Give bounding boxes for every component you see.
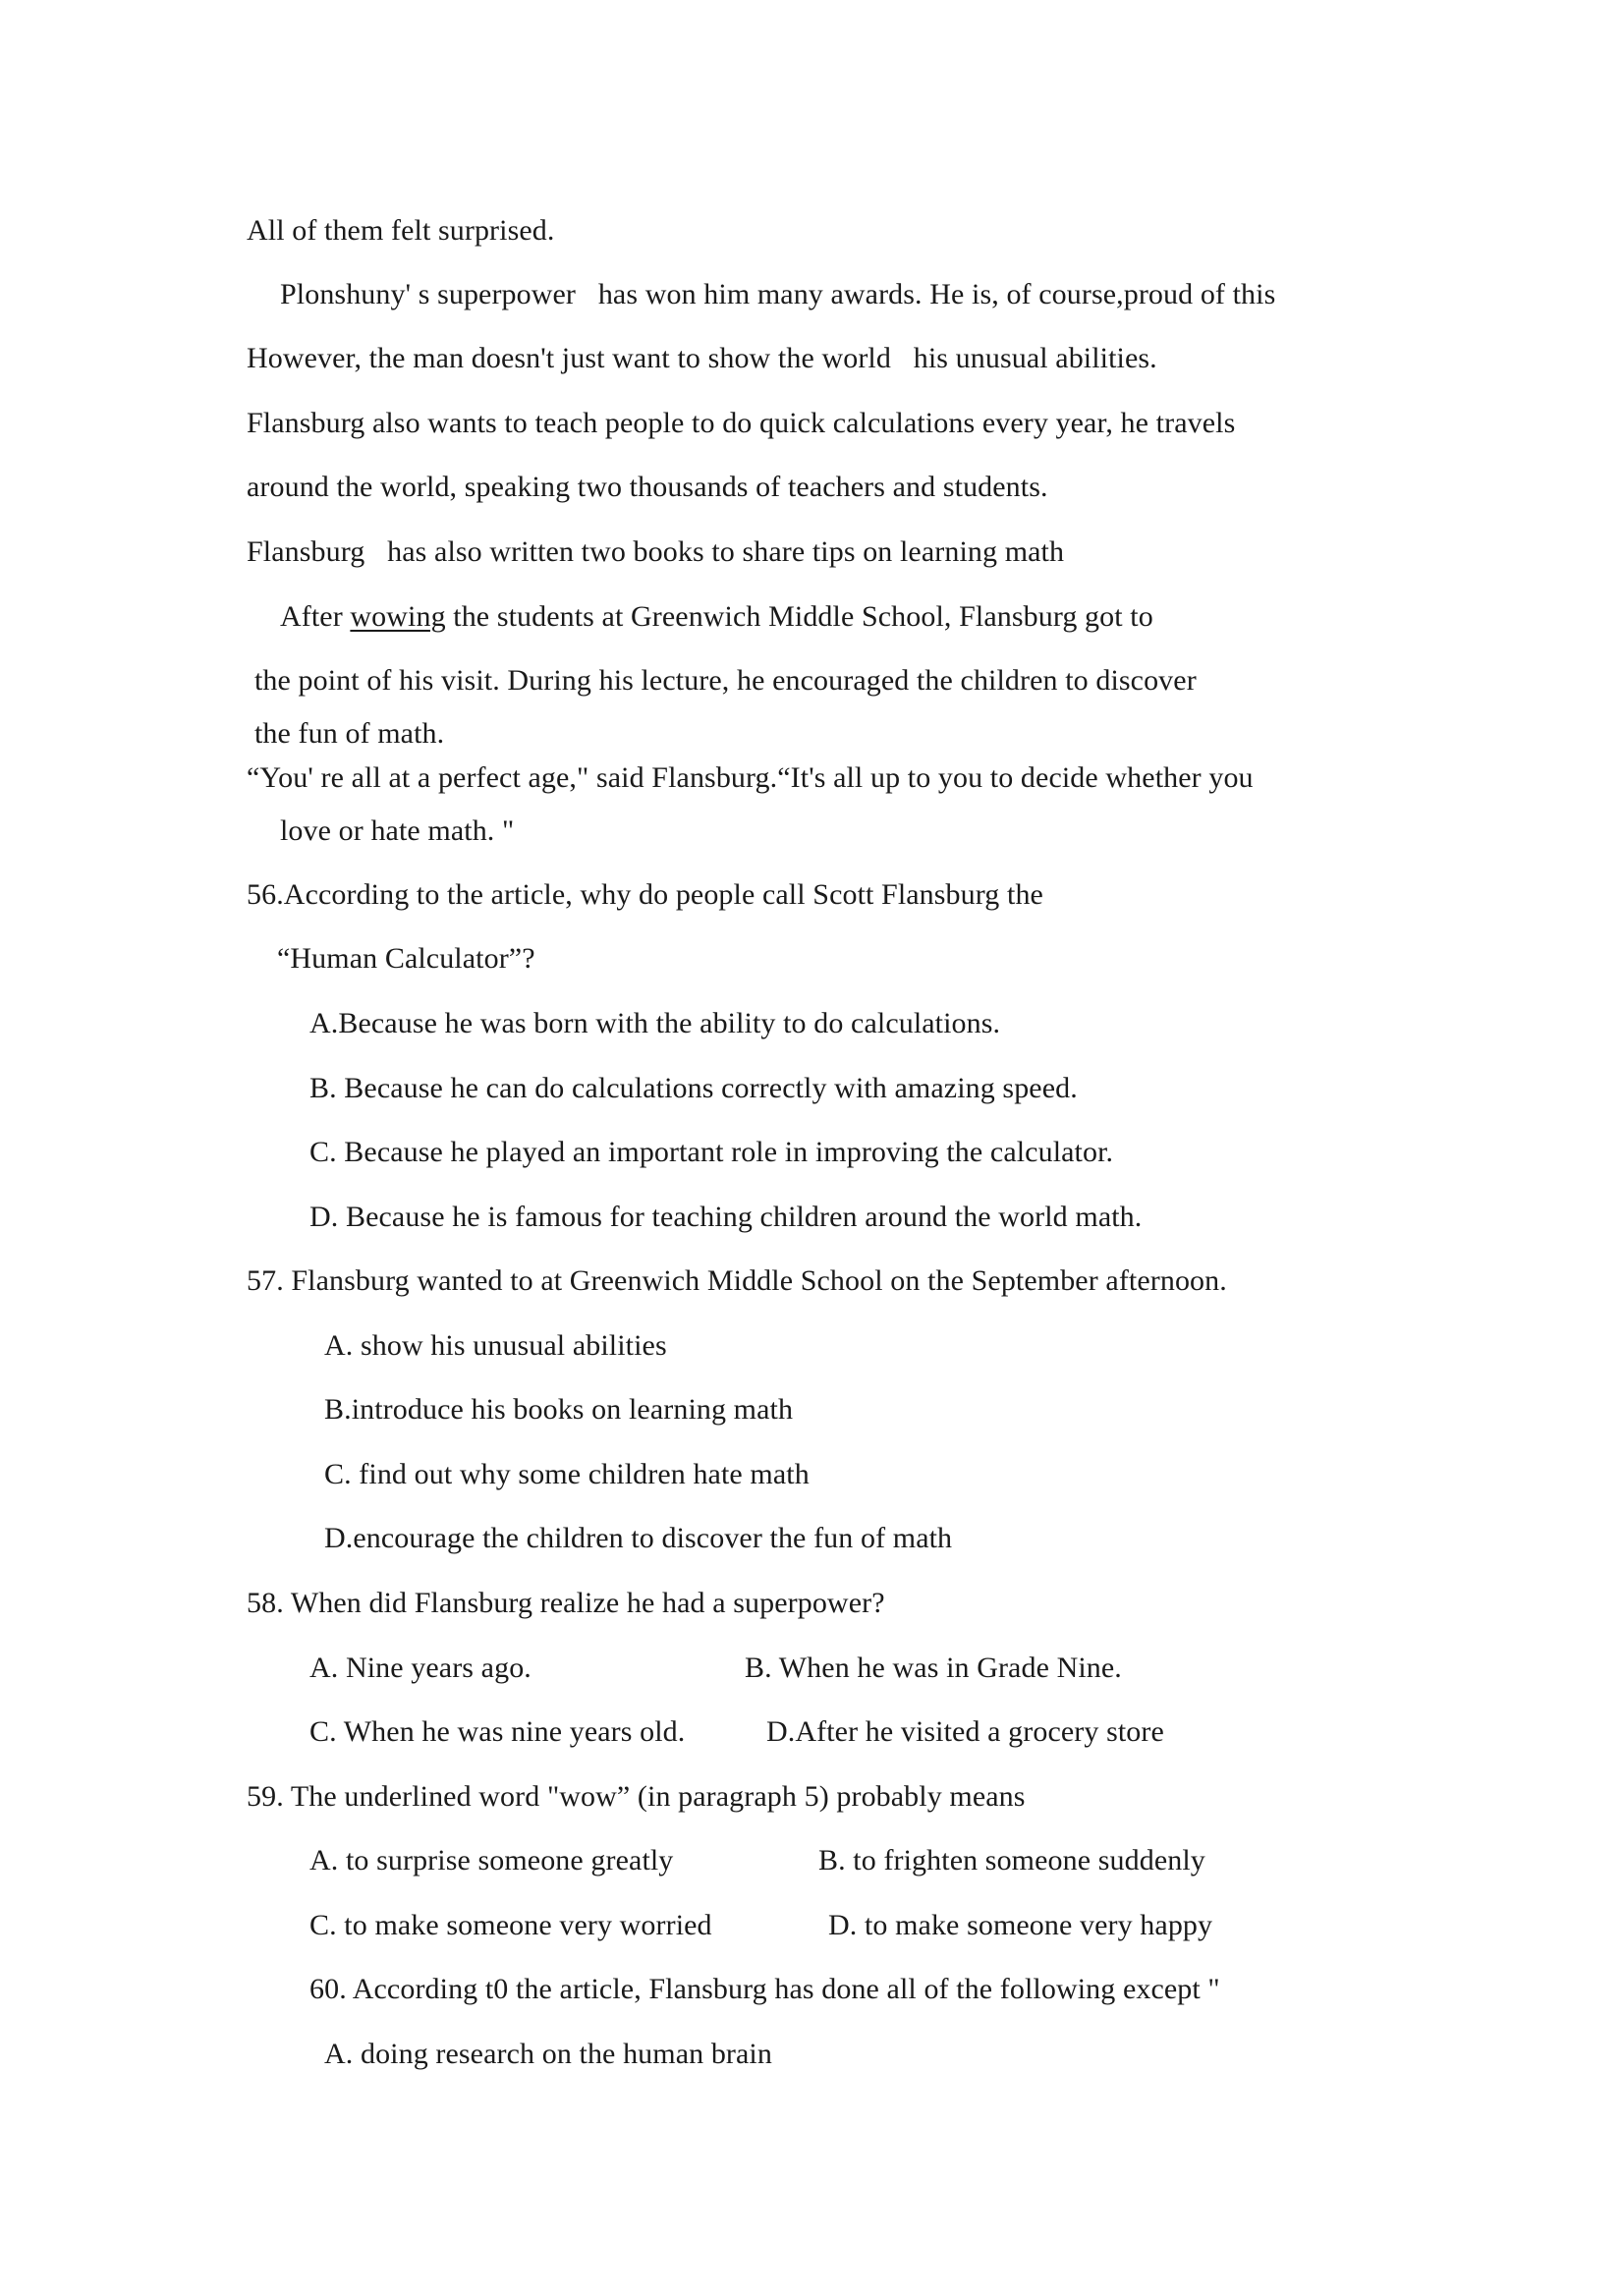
passage-line-1: All of them felt surprised. xyxy=(247,214,555,247)
passage-line-9: the fun of math. xyxy=(254,717,445,750)
passage-line-7-pre: After xyxy=(280,600,351,633)
q56-option-a: A.Because he was born with the ability to do calculations. xyxy=(309,1007,1001,1039)
q57-option-d: D.encourage the children to discover the fun of math xyxy=(324,1522,953,1554)
q58-option-a: A. Nine years ago. xyxy=(309,1652,532,1684)
passage-line-3: However, the man doesn't just want to show the world his unusual abilities. xyxy=(247,342,1157,374)
q58-option-d: D.After he visited a grocery store xyxy=(766,1715,1164,1748)
q56-stem: 56.According to the article, why do people call Scott Flansburg the xyxy=(247,878,1043,911)
passage-line-11: love or hate math. " xyxy=(280,814,515,847)
q56-option-c: C. Because he played an important role in improving the calculator. xyxy=(309,1136,1114,1168)
q60-stem: 60. According t0 the article, Flansburg has done all of the following except " xyxy=(309,1973,1220,2005)
q57-option-a: A. show his unusual abilities xyxy=(324,1329,667,1362)
q56-stem-continued: “Human Calculator”? xyxy=(277,942,535,975)
q58-stem: 58. When did Flansburg realize he had a superpower? xyxy=(247,1587,885,1619)
passage-line-10: “You' re all at a perfect age," said Flansburg.“It's all up to you to decide whether you xyxy=(247,761,1254,794)
passage-line-8: the point of his visit. During his lecture, he encouraged the children to discover xyxy=(254,664,1197,697)
q57-option-b: B.introduce his books on learning math xyxy=(324,1393,794,1426)
q58-option-b: B. When he was in Grade Nine. xyxy=(745,1652,1122,1684)
q56-option-b: B. Because he can do calculations correctly with amazing speed. xyxy=(309,1072,1078,1104)
passage-line-2: Plonshuny' s superpower has won him many awards. He is, of course,proud of this xyxy=(280,278,1276,310)
q57-stem: 57. Flansburg wanted to at Greenwich Middle School on the September afternoon. xyxy=(247,1264,1227,1297)
q59-option-d: D. to make someone very happy xyxy=(828,1909,1213,1941)
passage-line-7 xyxy=(280,599,1153,635)
q59-stem: 59. The underlined word "wow” (in paragraph 5) probably means xyxy=(247,1780,1026,1813)
passage-line-4: Flansburg also wants to teach people to do quick calculations every year, he travels xyxy=(247,407,1236,439)
passage-line-5: around the world, speaking two thousands of teachers and students. xyxy=(247,471,1048,503)
underlined-word: wowing xyxy=(350,600,446,633)
passage-line-6: Flansburg has also written two books to share tips on learning math xyxy=(247,535,1065,568)
q58-option-c: C. When he was nine years old. xyxy=(309,1715,686,1748)
passage-line-7-post: the students at Greenwich Middle School, Flansburg got to xyxy=(445,600,1153,633)
q59-option-a: A. to surprise someone greatly xyxy=(309,1844,674,1876)
q60-option-a: A. doing research on the human brain xyxy=(324,2038,772,2070)
q59-option-c: C. to make someone very worried xyxy=(309,1909,712,1941)
q56-option-d: D. Because he is famous for teaching children around the world math. xyxy=(309,1201,1143,1233)
q57-option-c: C. find out why some children hate math xyxy=(324,1458,810,1490)
q59-option-b: B. to frighten someone suddenly xyxy=(818,1844,1205,1876)
